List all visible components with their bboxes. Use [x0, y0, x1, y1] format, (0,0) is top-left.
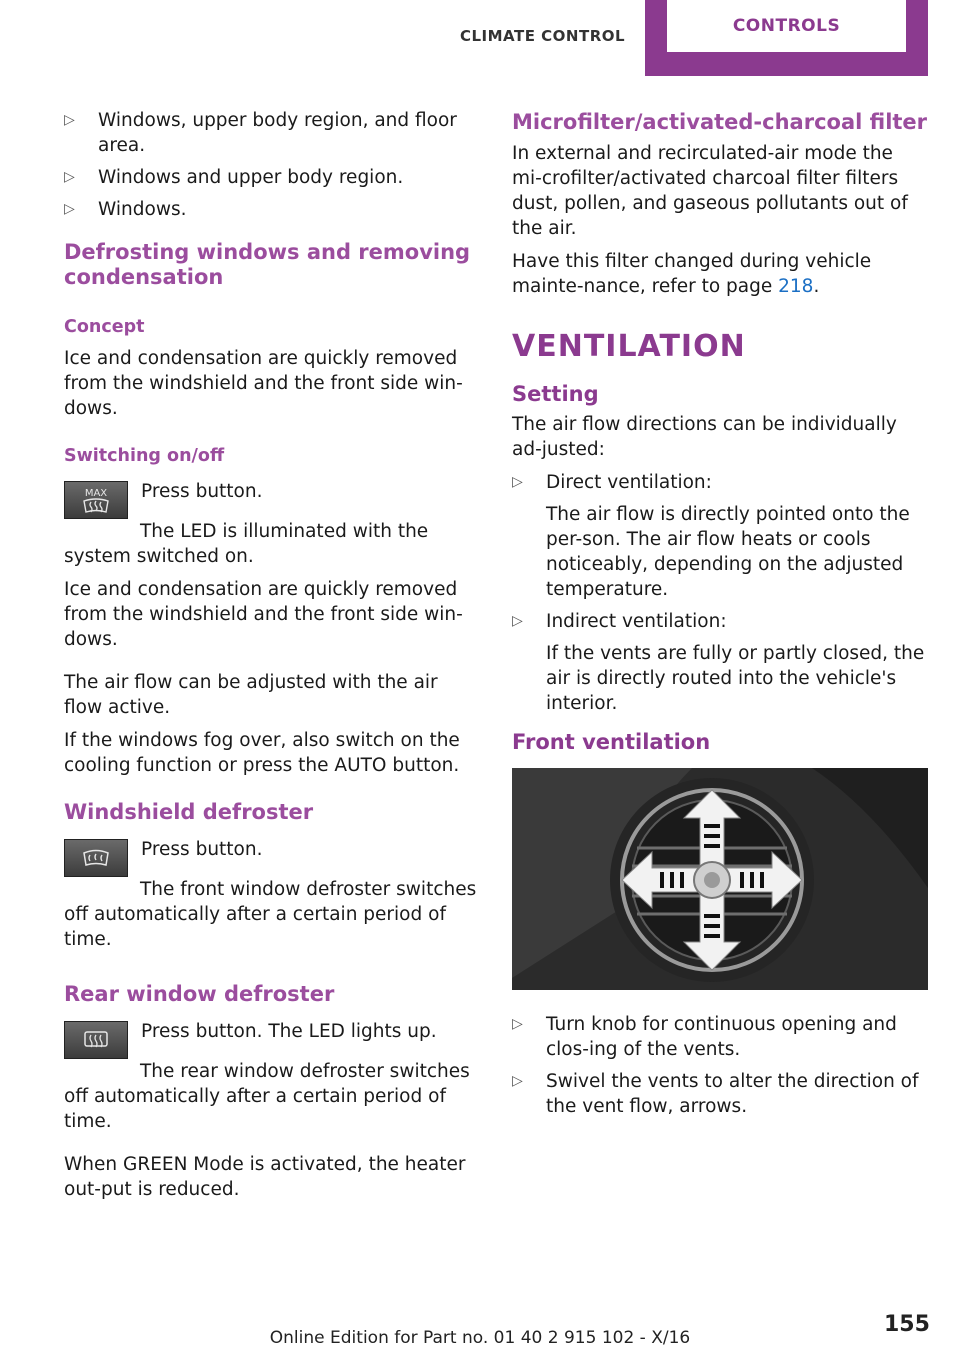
green-para: When GREEN Mode is activated, the heater out-put is reduced.	[64, 1154, 466, 1200]
direct-desc: The air flow is directly pointed onto the per-son. The air flow heats or cools noticeably, depending on the adjusted temperature.	[546, 504, 910, 600]
list-item: ▷ Swivel the vents to alter the direction of the vent flow, arrows.	[512, 1069, 928, 1119]
list-item: ▷ Windows, upper body region, and floor area.	[64, 108, 480, 158]
rear-line-1: Press button. The LED lights up.	[141, 1021, 437, 1042]
max-defrost-row	[64, 479, 480, 519]
right-column	[512, 108, 928, 1126]
rear-heading: Rear window defroster	[64, 982, 335, 1006]
header-chapter-title: CONTROLS	[667, 0, 906, 52]
windshield-defrost-icon	[64, 839, 128, 877]
setting-para: The air flow directions can be individually ad-justed:	[512, 414, 897, 460]
list-item: ▷ Indirect ventilation:	[512, 609, 928, 634]
windshield-line-1: Press button.	[141, 839, 263, 860]
filter-para: In external and recirculated-air mode the mi-crofilter/activated charcoal filter filters dust, pollen, and gaseous pollutants out of the air.	[512, 143, 908, 239]
max-line-1: Press button.	[141, 481, 263, 502]
page-number: 155	[884, 1312, 930, 1337]
windshield-row	[64, 837, 480, 877]
concept-heading: Concept	[64, 317, 145, 337]
maint-end: .	[813, 276, 820, 297]
max-line-2: The LED is illuminated with the system switched on.	[64, 521, 429, 567]
windshield-line-2: The front window defroster switches off automatically after a certain period of time.	[64, 879, 477, 950]
list-item: ▷ Turn knob for continuous opening and clos-ing of the vents.	[512, 1012, 928, 1062]
setting-heading: Setting	[512, 382, 599, 406]
vent-photo	[512, 768, 928, 990]
header-chapter-tab	[645, 0, 928, 76]
list-item: ▷ Windows and upper body region.	[64, 165, 480, 190]
left-column	[64, 108, 480, 1210]
fog-para: If the windows fog over, also switch on the cooling function or press the AUTO button.	[64, 730, 460, 776]
max-icon-label: MAX	[84, 488, 108, 499]
max-defrost-button-icon	[64, 481, 128, 519]
front-ventilation-heading: Front ventilation	[512, 730, 711, 754]
page-218-link[interactable]: 218	[778, 276, 814, 297]
indirect-desc: If the vents are fully or partly closed, the air is directly routed into the vehicle's interior.	[546, 643, 925, 714]
max-para: Ice and condensation are quickly removed from the windshield and the front side win-dows.	[64, 579, 463, 650]
header-section-title: CLIMATE CONTROL	[459, 27, 626, 45]
maint-text: Have this filter changed during vehicle mainte-nance, refer to page	[512, 251, 872, 297]
rear-row	[64, 1019, 480, 1059]
filter-heading: Microfilter/activated-charcoal filter	[512, 110, 928, 134]
switch-heading: Switching on/off	[64, 446, 225, 466]
rear-line-2: The rear window defroster switches off automatically after a certain period of time.	[64, 1061, 470, 1132]
list-item: ▷ Windows.	[64, 197, 480, 222]
airflow-para: The air flow can be adjusted with the air flow active.	[64, 672, 438, 718]
concept-text: Ice and condensation are quickly removed from the windshield and the front side win-dows.	[64, 348, 463, 419]
footer-edition: Online Edition for Part no. 01 40 2 915 102 - X/16	[269, 1328, 691, 1348]
maint-para	[512, 249, 928, 299]
windshield-heading: Windshield defroster	[64, 800, 314, 824]
rear-defrost-icon	[64, 1021, 128, 1059]
defrost-heading: Defrosting windows and removing condensation	[64, 240, 471, 289]
ventilation-heading: VENTILATION	[512, 329, 746, 364]
list-item: ▷ Direct ventilation:	[512, 470, 928, 495]
